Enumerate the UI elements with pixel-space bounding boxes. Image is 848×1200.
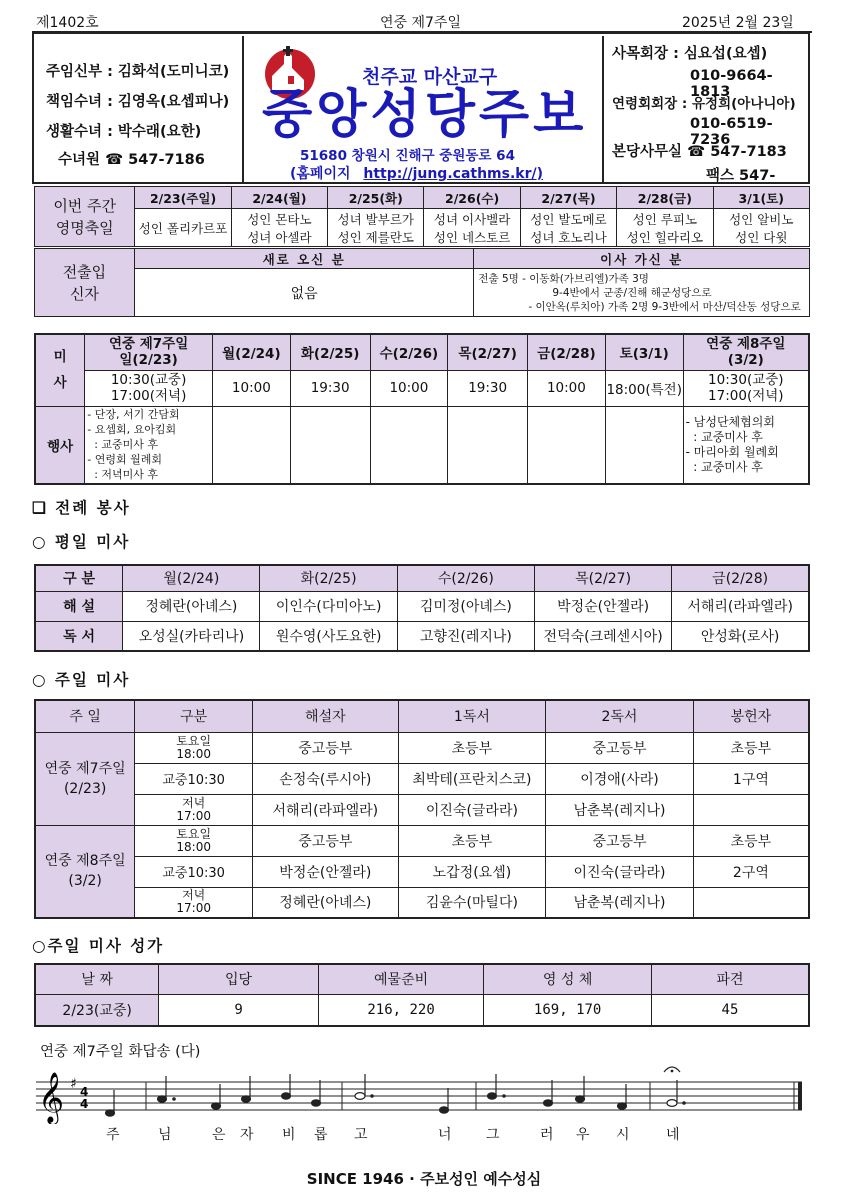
table-row: 교중10:30 박정순(안젤라) 노갑정(요셉) 이진숙(글라라) 2구역 (35, 856, 809, 887)
lyric-syllable: 네 (666, 1127, 680, 1143)
moved-in-title: 새로 오신 분 (134, 249, 474, 269)
feast-saints: 성인 몬타노 성녀 아셀라 (231, 209, 327, 247)
table-row: 연중 제8주일 (3/2) 토요일 18:00 중고등부 초등부 중고등부 초등부 (35, 825, 809, 856)
treble-clef-icon: 𝄞 (38, 1072, 65, 1123)
hymn-table (34, 963, 810, 1027)
mass-time: 10:00 (370, 370, 448, 406)
sunday-header: 봉헌자 (693, 700, 809, 732)
hymn-header: 날 짜 (35, 964, 159, 994)
feast-label: 이번 주간 영명축일 (35, 187, 135, 247)
table-row: 해 설 정혜란(아녜스) 이인수(다미아노) 김미정(아녜스) 박정순(안젤라) 서해리(라파엘라) (35, 591, 809, 621)
feast-day: 2/23(주일) (135, 187, 231, 209)
lyric-syllable: 러 (540, 1127, 554, 1143)
schedule-day: 월(2/24) (213, 334, 291, 370)
mass-label: 미 사 (35, 334, 85, 406)
moved-out-value: 전출 5명 - 이동화(가브리엘)가족 3명 9-4반에서 군종/진해 해군성당으로 - 이안옥(루치아) 가족 2명 9-3반에서 마산/덕산동 성당으로 (474, 269, 810, 317)
lyric-syllable: 자 (240, 1127, 254, 1143)
weekday-table (34, 564, 810, 652)
homepage-label: (홈페이지 (290, 166, 351, 182)
lyric-syllable: 님 (158, 1127, 172, 1143)
table-row: 연중 제7주일 (2/23) 토요일 18:00 중고등부 초등부 중고등부 초등부 (35, 732, 809, 763)
psalm-title: 연중 제7주일 화답송 (다) (40, 1044, 201, 1060)
feast-saints: 성인 알비노 성인 다윗 (713, 209, 809, 247)
schedule-day: 수(2/26) (370, 334, 448, 370)
mass-time: 10:30(교중) 17:00(저녁) (85, 370, 213, 406)
weekday-header: 수(2/26) (397, 565, 534, 591)
feast-saints: 성인 발도메로 성녀 호노리나 (520, 209, 616, 247)
feast-day: 2/27(목) (520, 187, 616, 209)
table-row: 교중10:30 손정숙(루시아) 최박테(프란치스코) 이경애(사라) 1구역 (35, 763, 809, 794)
liturgy-section-title: ❑ 전례 봉사 (32, 498, 131, 517)
time-signature: 4 (80, 1085, 89, 1099)
association-chairman: 연령회회장 : 유정희(아나니아) (612, 96, 796, 112)
feast-day: 2/24(월) (231, 187, 327, 209)
schedule-day: 연중 제8주일 (3/2) (683, 334, 809, 370)
lyric-syllable: 주 (106, 1127, 120, 1143)
events-next-sunday: - 남성단체협의회 : 교중미사 후 - 마리아회 월례회 : 교중미사 후 (683, 406, 809, 484)
bulletin-title: 중앙성당주보 (262, 85, 588, 145)
mass-time: 10:30(교중) 17:00(저녁) (683, 370, 809, 406)
schedule-day: 연중 제7주일 일(2/23) (85, 334, 213, 370)
liturgical-week: 연중 제7주일 (380, 15, 461, 31)
schedule-day: 화(2/25) (290, 334, 370, 370)
issue-date: 2025년 2월 23일 (682, 15, 794, 31)
address: 51680 창원시 진해구 중원동로 64 (300, 148, 515, 164)
week-schedule (34, 333, 810, 485)
hymn-header: 예물준비 (318, 964, 484, 994)
time-signature: 4 (80, 1097, 89, 1111)
mass-time: 19:30 (290, 370, 370, 406)
homepage-link[interactable]: http://jung.cathms.kr/) (363, 166, 544, 182)
table-row: 2/23(교중) 9 216, 220 169, 170 45 (35, 994, 809, 1026)
weekday-header: 금(2/28) (672, 565, 809, 591)
parish-office: 본당사무실 ☎ 547-7183 (612, 144, 787, 160)
lyric-syllable: 우 (576, 1127, 590, 1143)
feast-day: 2/25(화) (328, 187, 424, 209)
schedule-day: 금(2/28) (528, 334, 606, 370)
sister-head: 책임수녀 : 김영옥(요셉피나) (46, 94, 230, 110)
title-block (242, 36, 604, 182)
mass-time: 19:30 (448, 370, 528, 406)
sunday-header: 1독서 (398, 700, 546, 732)
sunday-header: 2독서 (546, 700, 694, 732)
lyric-syllable: 너 (438, 1127, 452, 1143)
sunday-header: 구분 (135, 700, 253, 732)
chairman-phone: 010-9664-1813 (690, 68, 773, 100)
hymn-header: 영 성 체 (484, 964, 652, 994)
feast-saints: 성녀 발부르가 성인 제를란도 (328, 209, 424, 247)
psalm-score (36, 1064, 808, 1124)
lyric-syllable: 고 (354, 1127, 368, 1143)
events-sunday: - 단장, 서기 간담회 - 요셉회, 요아킴회 : 교중미사 후 - 연령회 월례회 : 저녁미사 후 (85, 406, 213, 484)
event-label: 행사 (35, 406, 85, 484)
masthead (32, 32, 810, 184)
feast-table (34, 186, 810, 247)
hymn-header: 파견 (651, 964, 809, 994)
association-phone: 010-6519-7236 (690, 116, 773, 148)
council-chairman: 사목회장 : 심요섭(요셉) (612, 46, 768, 62)
schedule-day: 목(2/27) (448, 334, 528, 370)
hymn-section-title: ○주일 미사 성가 (32, 936, 165, 955)
weekday-section-title: ○ 평일 미사 (32, 532, 131, 551)
schedule-day: 토(3/1) (605, 334, 683, 370)
sunday-header: 해설자 (253, 700, 399, 732)
issue-number: 제1402호 (36, 15, 99, 31)
lyric-syllable: 그 (486, 1127, 500, 1143)
fax: 팩스 547- (706, 168, 776, 184)
feast-day: 2/26(수) (424, 187, 520, 209)
homepage (290, 163, 543, 183)
sister-life: 생활수녀 : 박수래(요한) (46, 124, 202, 140)
mass-time: 10:00 (528, 370, 606, 406)
feast-day: 2/28(금) (617, 187, 713, 209)
feast-saints: 성인 폴리카르포 (135, 209, 231, 247)
feast-saints: 성인 루피노 성인 힐라리오 (617, 209, 713, 247)
table-row: 저녁 17:00 정혜란(아녜스) 김윤수(마틸다) 남춘복(레지나) (35, 887, 809, 918)
lyric-syllable: 롭 (314, 1127, 328, 1143)
lyric-syllable: 은 (212, 1127, 226, 1143)
footer-motto: SINCE 1946 · 주보성인 예수성심 (306, 1170, 542, 1188)
pastor: 주임신부 : 김화석(도미니코) (46, 64, 230, 80)
sharp-icon: ♯ (70, 1076, 77, 1092)
moved-in-value: 없음 (134, 269, 474, 317)
convent-phone: 수녀원 ☎ 547-7186 (58, 152, 205, 168)
mass-time: 10:00 (213, 370, 291, 406)
weekday-header: 목(2/27) (534, 565, 671, 591)
lyric-syllable: 비 (282, 1127, 296, 1143)
moving-label: 전출입 신자 (35, 249, 135, 317)
diocese-name: 천주교 마산교구 (362, 66, 498, 88)
weekday-header: 구 분 (35, 565, 123, 591)
feast-saints: 성녀 이사벨라 성인 네스토르 (424, 209, 520, 247)
mass-time: 18:00(특전) (605, 370, 683, 406)
moving-table (34, 248, 810, 317)
table-row: 독 서 오성실(카타리나) 원수영(사도요한) 고향진(레지나) 전덕숙(크레센시아) 안성화(로사) (35, 621, 809, 651)
sunday-header: 주 일 (35, 700, 135, 732)
table-row: 저녁 17:00 서해리(라파엘라) 이진숙(글라라) 남춘복(레지나) (35, 794, 809, 825)
hymn-header: 입당 (159, 964, 319, 994)
weekday-header: 화(2/25) (260, 565, 397, 591)
lyric-syllable: 시 (616, 1127, 630, 1143)
feast-day: 3/1(토) (713, 187, 809, 209)
moved-out-title: 이사 가신 분 (474, 249, 810, 269)
sunday-section-title: ○ 주일 미사 (32, 670, 131, 689)
sunday-table (34, 699, 810, 919)
weekday-header: 월(2/24) (123, 565, 260, 591)
psalm-lyrics (0, 1124, 848, 1144)
